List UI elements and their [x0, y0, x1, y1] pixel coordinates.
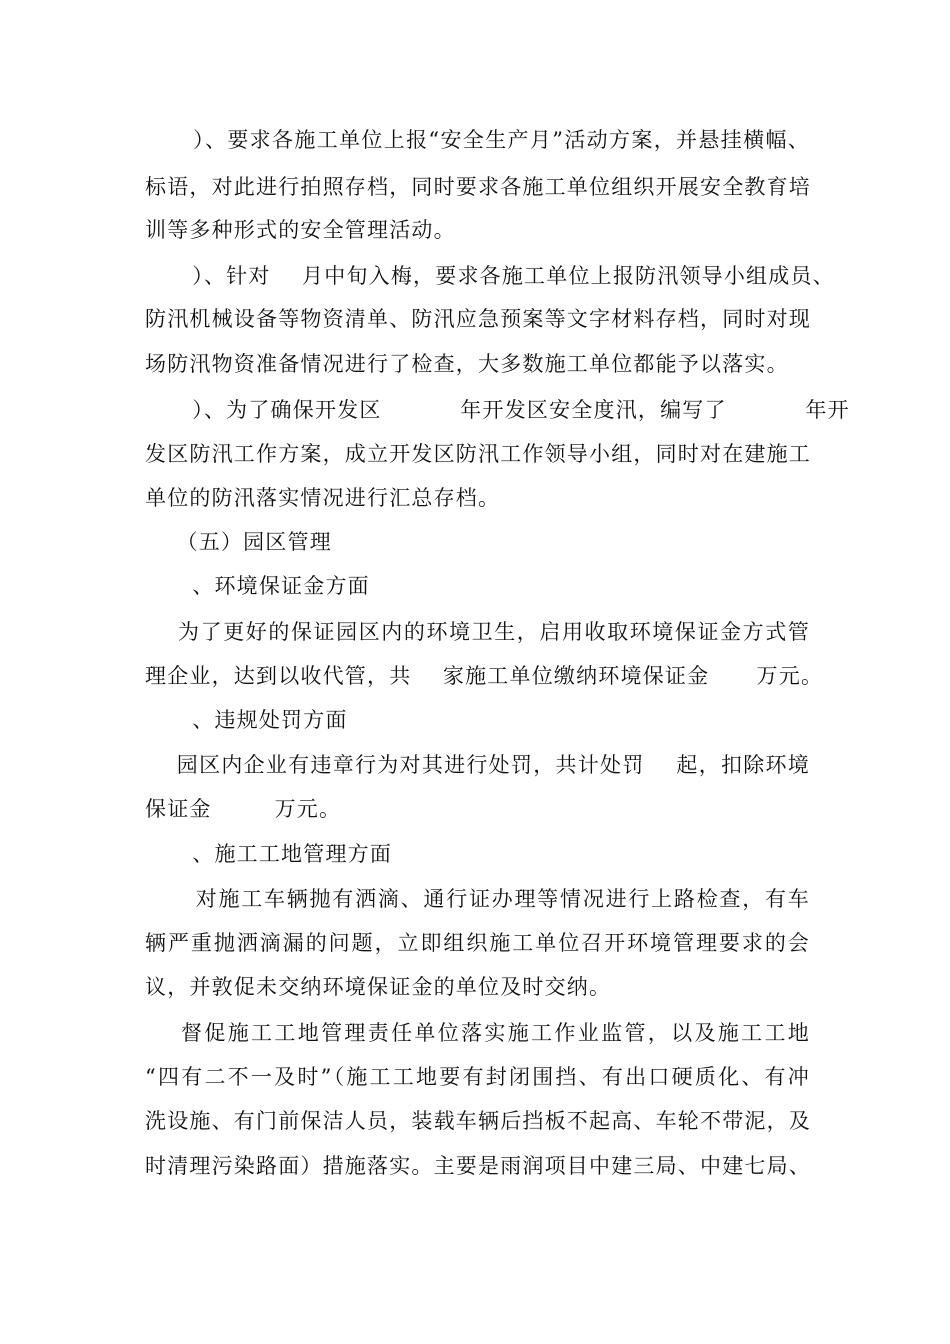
vehicle-paragraph-line-2: 辆严重抛洒滴漏的问题，立即组织施工单位召开环境管理要求的会	[145, 931, 810, 955]
paragraph-1-line-1: ）、要求各施工单位上报“安全生产月”活动方案，并悬挂横幅、	[145, 128, 810, 152]
vehicle-paragraph-line-1: 对施工车辆抛有洒滴、通行证办理等情况进行上路检查，有车	[145, 887, 810, 911]
paragraph-2-line-2: 防汛机械设备等物资清单、防汛应急预案等文字材料存档，同时对现	[145, 307, 811, 331]
paragraph-1-line-3: 训等多种形式的安全管理活动。	[145, 218, 456, 242]
paragraph-3-line-3: 单位的防汛落实情况进行汇总存档。	[145, 486, 501, 510]
penalty-paragraph-line-1: 园区内企业有违章行为对其进行处罚，共计处罚 起，扣除环境	[145, 753, 810, 777]
penalty-paragraph-line-2: 保证金 万元。	[145, 797, 342, 821]
paragraph-1-line-2: 标语，对此进行拍照存档，同时要求各施工单位组织开展安全教育培	[145, 175, 811, 199]
supervision-paragraph-line-2: “四有二不一及时”（施工工地要有封闭围挡、有出口硬质化、有冲	[145, 1065, 810, 1089]
supervision-paragraph-line-4: 时清理污染路面）措施落实。主要是雨润项目中建三局、中建七局、	[145, 1154, 811, 1178]
subheading-environmental-deposit: 、环境保证金方面	[145, 574, 370, 598]
deposit-paragraph-line-1: 为了更好的保证园区内的环境卫生，启用收取环境保证金方式管	[145, 620, 810, 644]
deposit-paragraph-line-2: 理企业，达到以收代管，共 家施工单位缴纳环境保证金 万元。	[145, 664, 824, 688]
subheading-construction-site: 、施工工地管理方面	[145, 842, 393, 866]
vehicle-paragraph-line-3: 议，并敦促未交纳环境保证金的单位及时交纳。	[145, 975, 612, 999]
section-heading-park-management: （五）园区管理	[145, 530, 332, 554]
paragraph-2-line-3: 场防汛物资准备情况进行了检查，大多数施工单位都能予以落实。	[145, 352, 789, 376]
paragraph-3-line-1: ）、为了确保开发区 年开发区安全度汛，编写了 年开	[145, 398, 850, 422]
paragraph-3-line-2: 发区防汛工作方案，成立开发区防汛工作领导小组，同时对在建施工	[145, 442, 811, 466]
subheading-violation-penalty: 、违规处罚方面	[145, 708, 348, 732]
supervision-paragraph-line-3: 洗设施、有门前保洁人员，装载车辆后挡板不起高、车轮不带泥，及	[145, 1109, 811, 1133]
paragraph-2-line-1: ）、针对 月中旬入梅，要求各施工单位上报防汛领导小组成员、	[145, 264, 835, 288]
supervision-paragraph-line-1: 督促施工工地管理责任单位落实施工作业监管，以及施工工地	[145, 1021, 810, 1045]
